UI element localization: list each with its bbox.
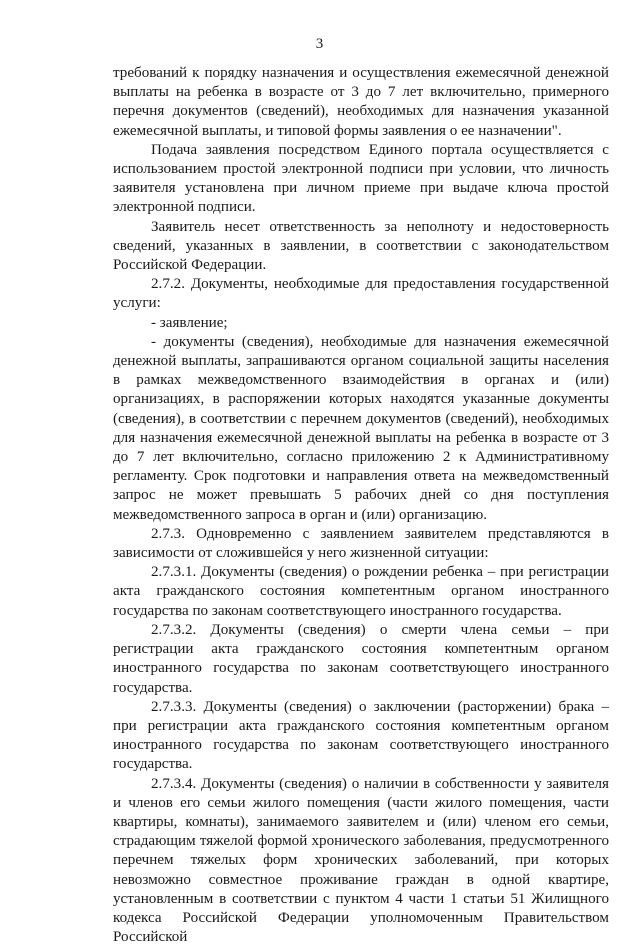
- paragraph-2-7-3-2: 2.7.3.2. Документы (сведения) о смерти члена семьи – при регистрации акта гражданского состояния компетентным органом иностранного государства по законам соответствующего иностранного государства.: [113, 621, 609, 696]
- document-body: [113, 64, 609, 947]
- list-item-application: - заявление;: [151, 314, 228, 331]
- paragraph-2-7-3-3: 2.7.3.3. Документы (сведения) о заключении (расторжении) брака – при регистрации акта гражданского состояния компетентным органом иностранного государства по законам соответствующего иностранного государства.: [113, 698, 609, 773]
- paragraph-2-7-3-1: 2.7.3.1. Документы (сведения) о рождении ребенка – при регистрации акта гражданского состояния компетентным органом иностранного государства по законам соответствующего иностранного государства.: [113, 564, 609, 619]
- paragraph-applicant-responsibility: Заявитель несет ответственность за неполноту и недостоверность сведений, указанных в заявлении, в соответствии с законодательством Российской Федерации.: [113, 218, 609, 274]
- paragraph-2-7-2: 2.7.2. Документы, необходимые для предоставления государственной услуги:: [113, 276, 609, 312]
- paragraph-2-7-3: 2.7.3. Одновременно с заявлением заявителем представляются в зависимости от сложившейся у него жизненной ситуации:: [113, 525, 609, 562]
- paragraph-epgu-signature: Подача заявления посредством Единого портала осуществляется с использованием простой электронной подписи при условии, что личность заявителя установлена при личном приеме при выдаче ключа простой электронной подписи.: [113, 141, 609, 216]
- page-number: 3: [315, 36, 324, 52]
- paragraph-continuation: требований к порядку назначения и осуществления ежемесячной денежной выплаты на ребенка в возрасте от 3 до 7 лет включительно, примерного перечня документов (сведений), необходимых для назначения указанной ежемесячной выплаты, и типовой формы заявления о ее назначении".: [113, 65, 609, 139]
- list-item-documents: - документы (сведения), необходимые для назначения ежемесячной денежной выплаты, запрашиваются органом социальной защиты населения в рамках межведомственного взаимодействия в органах и (или) организациях, в распоряжении которых находятся указанные документы (сведения), в соответствии с перечнем документов (сведений), необходимых для назначения ежемесячной денежной выплаты на ребенка в возрасте от 3 до 7 лет включительно, согласно приложению 2 к Административному регламенту. Срок подготовки и направления ответа на межведомственный запрос не может превышать 5 рабочих дней со дня поступления межведомственного запроса в орган и (или) организацию.: [113, 333, 609, 523]
- paragraph-2-7-3-4: 2.7.3.4. Документы (сведения) о наличии в собственности у заявителя и членов его семьи жилого помещения (части жилого помещения, части квартиры, комнаты), занимаемого заявителем и (или) членом его семьи, страдающим тяжелой формой хронического заболевания, предусмотренного перечнем тяжелых форм хронических заболеваний, при которых невозможно совместное проживание граждан в одной квартире, установленным в соответствии с пунктом 4 части 1 статьи 51 Жилищного кодекса Российской Федерации уполномоченным Правительством Российской: [113, 775, 609, 946]
